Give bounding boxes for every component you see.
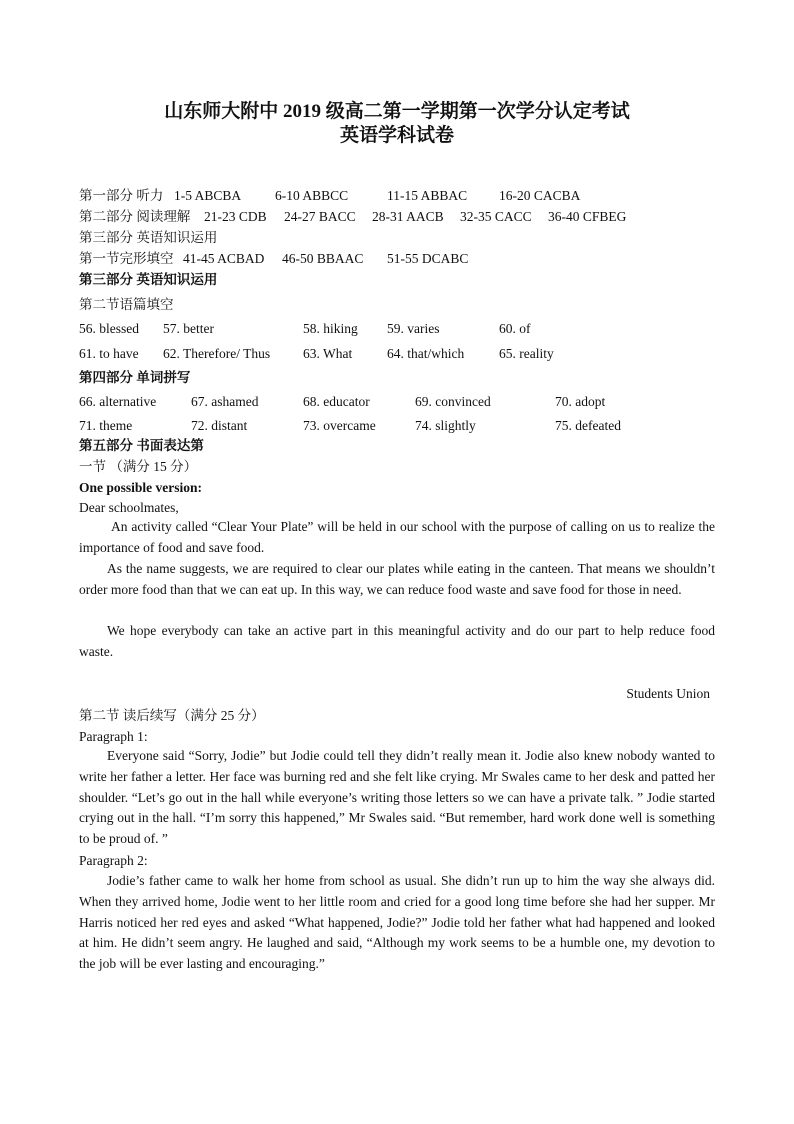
greeting: Dear schoolmates, xyxy=(79,500,179,515)
grammar-answer: 64. that/which xyxy=(387,346,465,361)
grammar-answer: 59. varies xyxy=(387,321,440,336)
grammar-answer: 56. blessed xyxy=(79,321,139,336)
part3-heading-bold: 第三部分 英语知识运用 xyxy=(79,272,218,287)
part3-heading: 第三部分 英语知识运用 xyxy=(79,230,218,245)
grammar-answer: 65. reality xyxy=(499,346,554,361)
essay-paragraph: As the name suggests, we are required to clear our plates while eating in the canteen. That means we shouldn’t order more food than that we can eat up. In this way, we can reduce food waste and save food for those in need. xyxy=(79,561,715,597)
part1-label: 第一部分 听力 xyxy=(79,188,164,203)
spelling-answer: 72. distant xyxy=(191,418,248,433)
spelling-answer: 68. educator xyxy=(303,394,370,409)
section2-label: 第二节语篇填空 xyxy=(79,297,174,312)
grammar-answer: 62. Therefore/ Thus xyxy=(163,346,271,361)
paragraph1-text: Everyone said “Sorry, Jodie” but Jodie could tell they didn’t really mean it. Jodie also knew nobody wanted to write her father a letter. Her face was burning red and she felt like crying. Mr Swales came to her desk and patted her shoulder. “Let’s go out in the hall while everyone’s writing those letters so we can have a private talk. ” Jodie started crying out in the hall. “I’m sorry this happened,” Mr Swales said. “But remember, hard work done well is something to be proud of. ” xyxy=(79,748,715,847)
answer-group: 36-40 CFBEG xyxy=(548,209,627,224)
spelling-answer: 71. theme xyxy=(79,418,133,433)
part4-label: 第四部分 单词拼写 xyxy=(79,370,191,385)
part2-label: 第二部分 阅读理解 xyxy=(79,209,191,224)
spelling-answer: 70. adopt xyxy=(555,394,606,409)
answer-group: 28-31 AACB xyxy=(372,209,444,224)
exam-subtitle: 英语学科试卷 xyxy=(339,125,454,146)
spelling-answer: 69. convinced xyxy=(415,394,491,409)
answer-group: 6-10 ABBCC xyxy=(275,188,349,203)
answer-group: 16-20 CACBA xyxy=(499,188,581,203)
answer-group: 24-27 BACC xyxy=(284,209,356,224)
paragraph2-text: Jodie’s father came to walk her home from school as usual. She didn’t run up to him the way she always did. When they arrived home, Jodie went to her little room and cried for a good long time before she had her supper. Mr Harris noticed her red eyes and asked “What happened, Jodie?” Jodie told her father what had happened and looked at him. He didn’t seem angry. He laughed and said, “Although my work seems to be a humble one, my devotion to the job will be ever lasting and encouraging.” xyxy=(79,873,715,972)
signature: Students Union xyxy=(626,686,710,701)
grammar-answer: 60. of xyxy=(499,321,531,336)
answer-group: 1-5 ABCBA xyxy=(174,188,242,203)
answer-group: 51-55 DCABC xyxy=(387,251,469,266)
exam-title: 山东师大附中 2019 级高二第一学期第一次学分认定考试 xyxy=(164,101,630,122)
grammar-answer: 63. What xyxy=(303,346,353,361)
spelling-answer: 67. ashamed xyxy=(191,394,259,409)
spelling-answer: 66. alternative xyxy=(79,394,157,409)
spelling-answer: 73. overcame xyxy=(303,418,376,433)
answer-group: 21-23 CDB xyxy=(204,209,267,224)
essay-paragraph: An activity called “Clear Your Plate” will be held in our school with the purpose of calling on us to realize the importance of food and save food. xyxy=(79,519,715,555)
continuation-heading: 第二节 读后续写（满分 25 分） xyxy=(79,708,265,723)
grammar-answer: 61. to have xyxy=(79,346,139,361)
answer-group: 41-45 ACBAD xyxy=(183,251,265,266)
essay-paragraph: We hope everybody can take an active part in this meaningful activity and do our part to help reduce food waste. xyxy=(79,623,715,659)
answer-group: 46-50 BBAAC xyxy=(282,251,364,266)
paragraph2-label: Paragraph 2: xyxy=(79,853,148,868)
spelling-answer: 74. slightly xyxy=(415,418,476,433)
answer-group: 11-15 ABBAC xyxy=(387,188,468,203)
spelling-answer: 75. defeated xyxy=(555,418,621,433)
answer-group: 32-35 CACC xyxy=(460,209,532,224)
grammar-answer: 58. hiking xyxy=(303,321,358,336)
section1-label: 第一节完形填空 xyxy=(79,251,174,266)
version-label: One possible version: xyxy=(79,480,203,495)
part5-label: 第五部分 书面表达第 xyxy=(79,438,204,453)
grammar-answer: 57. better xyxy=(163,321,214,336)
paragraph1-label: Paragraph 1: xyxy=(79,729,148,744)
part5-section1: 一节 （满分 15 分） xyxy=(79,459,198,474)
